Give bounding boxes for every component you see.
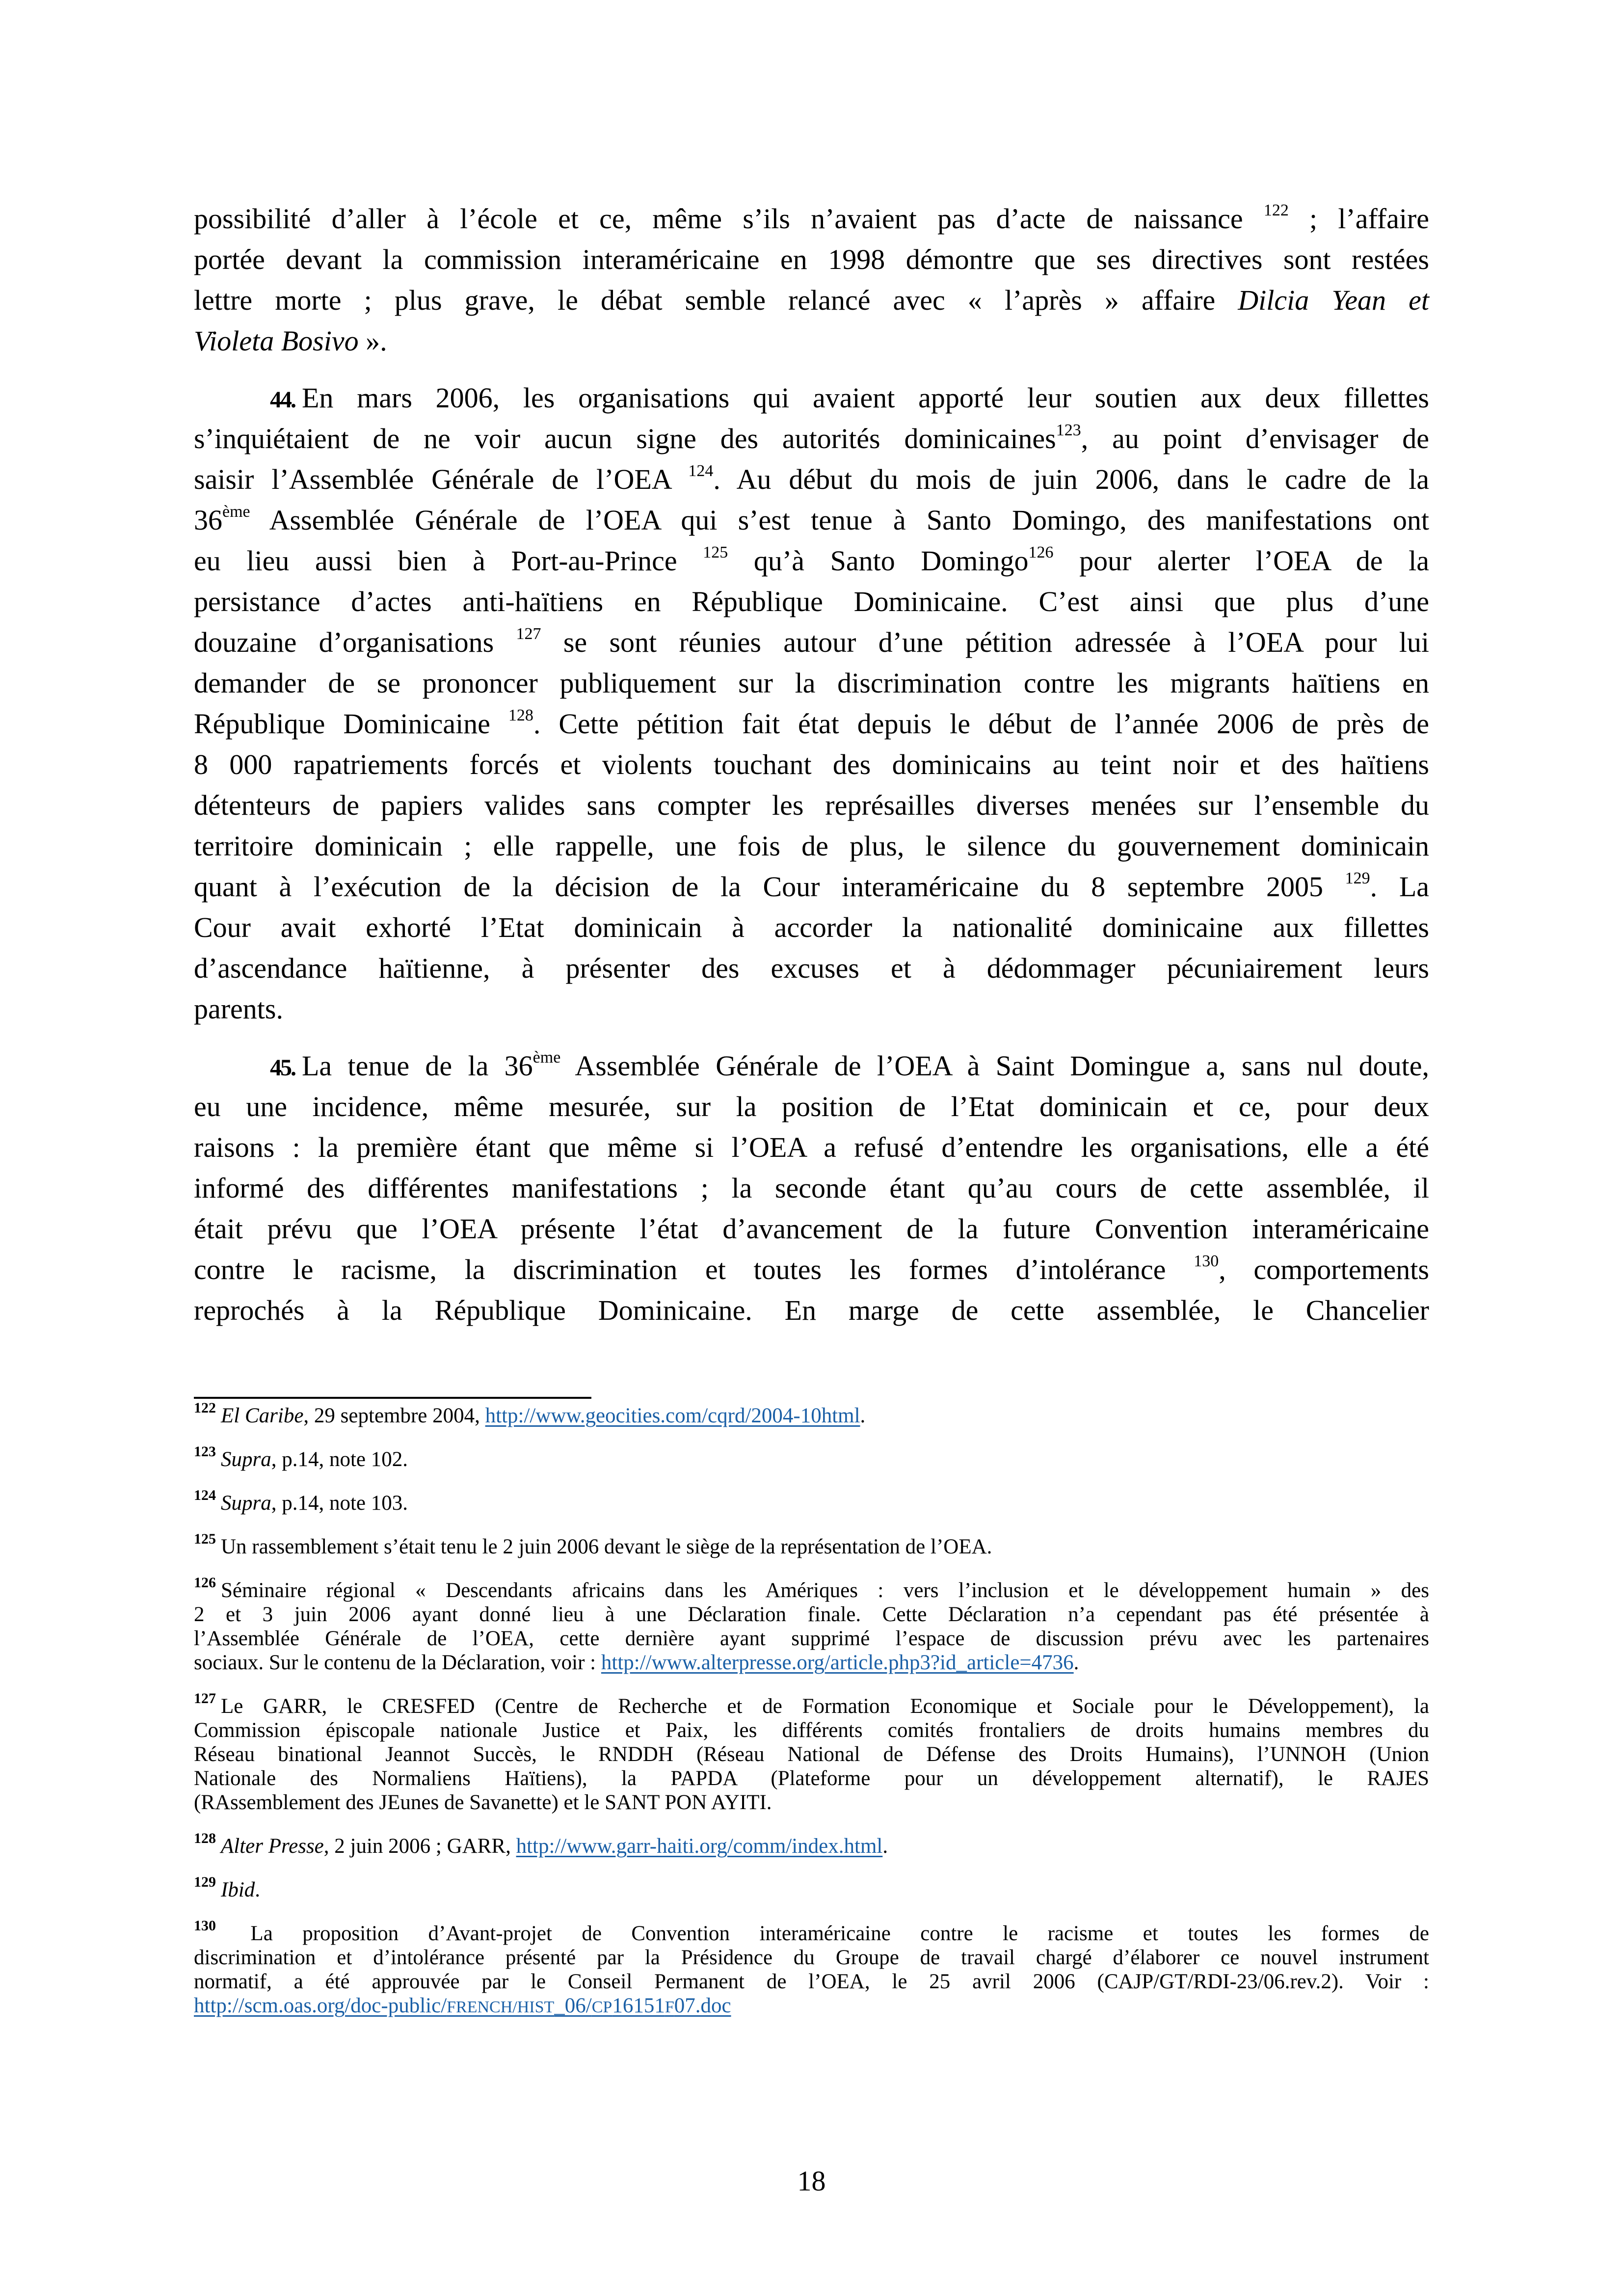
text-line: douzaine d’organisations $^{127}$ se sont réunies autour d’une pétition adressée à l’OEA pour lui bbox=[194, 625, 1430, 658]
text-line: eu une incidence, même mesurée, sur la position de l’Etat dominicain et ce, pour deux bbox=[194, 1091, 1429, 1122]
footnote-link[interactable]: http://www.geocities.com/cqrd/2004-10html bbox=[485, 1404, 860, 1427]
text-line: reprochés à la République Dominicaine. En marge de cette assemblée, le Chancelier bbox=[194, 1294, 1429, 1326]
footnote-link[interactable]: http://www.garr-haiti.org/comm/index.html bbox=[516, 1835, 883, 1858]
text-line: portée devant la commission interaméricaine en 1998 démontre que ses directives sont restées bbox=[194, 243, 1429, 275]
text-line: possibilité d’aller à l’école et ce, même s’ils n’avaient pas d’acte de naissance $^{122}$ ; l’affaire bbox=[194, 201, 1429, 235]
text-line: était prévu que l’OEA présente l’état d’avancement de la future Convention interaméricaine bbox=[194, 1213, 1429, 1245]
page-number: 18 bbox=[797, 2165, 826, 2197]
text-line: 44. En mars 2006, les organisations qui avaient apporté leur soutien aux deux fillettes bbox=[270, 382, 1429, 414]
text-line: raisons : la première étant que même si l’OEA a refusé d’entendre les organisations, elle a été bbox=[194, 1131, 1429, 1163]
footnote-link[interactable]: http://www.alterpresse.org/article.php3?id_article=4736 bbox=[601, 1651, 1074, 1674]
footnote-ref[interactable]: 130 bbox=[1194, 1252, 1219, 1270]
footnote-ref[interactable]: 127 bbox=[516, 625, 541, 643]
paragraph-43-continuation bbox=[194, 198, 1429, 361]
footnote-link[interactable]: http://scm.oas.org/doc-public/FRENCH/HIST_06/CP16151F07.doc bbox=[194, 1994, 731, 2017]
footnote-122: $^{122}$ El Caribe, 29 septembre 2004, http://www.geocities.com/cqrd/2004-10html. bbox=[194, 1400, 866, 1427]
text-line: lettre morte ; plus grave, le débat semble relancé avec « l’après » affaire Dilcia Yean et bbox=[194, 284, 1429, 316]
text-line: Violeta Bosivo ». bbox=[194, 325, 387, 357]
text-line: Cour avait exhorté l’Etat dominicain à accorder la nationalité dominicaine aux fillettes bbox=[194, 911, 1429, 943]
text-line: territoire dominicain ; elle rappelle, une fois de plus, le silence du gouvernement dominicain bbox=[194, 830, 1429, 862]
text-line: demander de se prononcer publiquement sur la discrimination contre les migrants haïtiens en bbox=[194, 667, 1429, 699]
footnote-124: $^{124}$ Supra, p.14, note 103. bbox=[194, 1487, 408, 1515]
paragraph-44 bbox=[194, 377, 1429, 1029]
footnote-125: $^{125}$ Un rassemblement s’était tenu le 2 juin 2006 devant le siège de la représentation de l’OEA. bbox=[194, 1531, 992, 1558]
footnote-ref[interactable]: 123 bbox=[1056, 421, 1081, 439]
footnote-127: $^{127}$ Le GARR, le CRESFED (Centre de Recherche et de Formation Economique et Sociale pour le Développement), la Commission épiscopale nationale Justice et Paix, les différents comités frontaliers de droits humains membres du Réseau binational Jeannot Succès, le RNDDH (Réseau National de Défense des Droits Humains), l’UNNOH (Union Nationale des Normaliens Haïtiens), la PAPDA (Plateforme pour un développement alternatif), le RAJES (RAssemblement des JEunes de Savanette) et le SANT PON AYITI. bbox=[194, 1690, 1429, 1814]
footnote-128: $^{128}$ Alter Presse, 2 juin 2006 ; GARR, http://www.garr-haiti.org/comm/index.html. bbox=[194, 1830, 888, 1858]
paragraph-45 bbox=[194, 1045, 1429, 1331]
footnote-ref[interactable]: 125 bbox=[703, 543, 728, 561]
text-line: saisir l’Assemblée Générale de l’OEA $^{124}$. Au début du mois de juin 2006, dans le cadre de la bbox=[194, 462, 1429, 495]
footnote-123: $^{123}$ Supra, p.14, note 102. bbox=[194, 1443, 408, 1471]
text-line: parents. bbox=[194, 993, 283, 1025]
text-line: 45. La tenue de la 36ème Assemblée Générale de l’OEA à Saint Domingue a, sans nul doute, bbox=[270, 1048, 1429, 1082]
footnote-ref[interactable]: 128 bbox=[508, 706, 533, 724]
text-line: 36ème Assemblée Générale de l’OEA qui s’est tenue à Santo Domingo, des manifestations ont bbox=[194, 503, 1429, 536]
footnote-130: $^{130}$ La proposition d’Avant-projet de Convention interaméricaine contre le racisme et toutes les formes de discrimination et d’intolérance présenté par la Présidence du Groupe de travail chargé d’élaborer ce nouvel instrument normatif, a été approuvée par le Conseil Permanent de l’OEA, le 25 avril 2006 (CAJP/GT/RDI-23/06.rev.2). Voir : http://scm.oas.org/doc-public/FRENCH/HIST_06/CP16151F07.doc bbox=[194, 1918, 1429, 2017]
footnote-ref[interactable]: 126 bbox=[1028, 543, 1054, 561]
paragraph-number: 44. bbox=[270, 387, 295, 413]
text-line: s’inquiétaient de ne voir aucun signe des autorités dominicaines$^{123}$, au point d’envisager de bbox=[194, 421, 1429, 454]
footnotes bbox=[194, 1400, 1429, 2037]
footnote-ref[interactable]: 124 bbox=[688, 462, 714, 480]
text-line: République Dominicaine $^{128}$. Cette pétition fait état depuis le début de l’année 2006 de près de bbox=[194, 706, 1429, 740]
footnote-separator bbox=[194, 1397, 591, 1399]
footnote-ref[interactable]: 129 bbox=[1345, 869, 1370, 887]
text-line: d’ascendance haïtienne, à présenter des excuses et à dédommager pécuniairement leurs bbox=[194, 952, 1429, 984]
text-line: contre le racisme, la discrimination et toutes les formes d’intolérance $^{130}$, comportements bbox=[194, 1252, 1429, 1285]
paragraph-number: 45. bbox=[270, 1055, 295, 1081]
text-line: quant à l’exécution de la décision de la Cour interaméricaine du 8 septembre 2005 $^{129}$. La bbox=[194, 869, 1430, 903]
footnote-ref[interactable]: 122 bbox=[1263, 201, 1289, 219]
footnote-129: $^{129}$ Ibid. bbox=[194, 1874, 261, 1901]
text-line: 8 000 rapatriements forcés et violents touchant des dominicains au teint noir et des haïtiens bbox=[194, 748, 1429, 780]
text-line: eu lieu aussi bien à Port-au-Prince $^{125}$ qu’à Santo Domingo$^{126}$ pour alerter l’OEA de la bbox=[194, 543, 1429, 577]
text-line: détenteurs de papiers valides sans compter les représailles diverses menées sur l’ensemble du bbox=[194, 789, 1429, 821]
text-line: persistance d’actes anti-haïtiens en République Dominicaine. C’est ainsi que plus d’une bbox=[194, 586, 1429, 617]
footnote-126: $^{126}$ Séminaire régional « Descendants africains dans les Amériques : vers l’inclusion et le développement humain » des 2 et 3 juin 2006 ayant donné lieu à une Déclaration finale. Cette Déclaration n’a cependant pas été présentée à l’Assemblée Générale de l’OEA, cette dernière ayant supprimé l’espace de discussion prévu avec les partenaires sociaux. Sur le contenu de la Déclaration, voir : http://www.alterpresse.org/article.php3?id_article=4736. bbox=[194, 1575, 1429, 1674]
text-line: informé des différentes manifestations ; la seconde étant qu’au cours de cette assemblée, il bbox=[194, 1172, 1429, 1204]
